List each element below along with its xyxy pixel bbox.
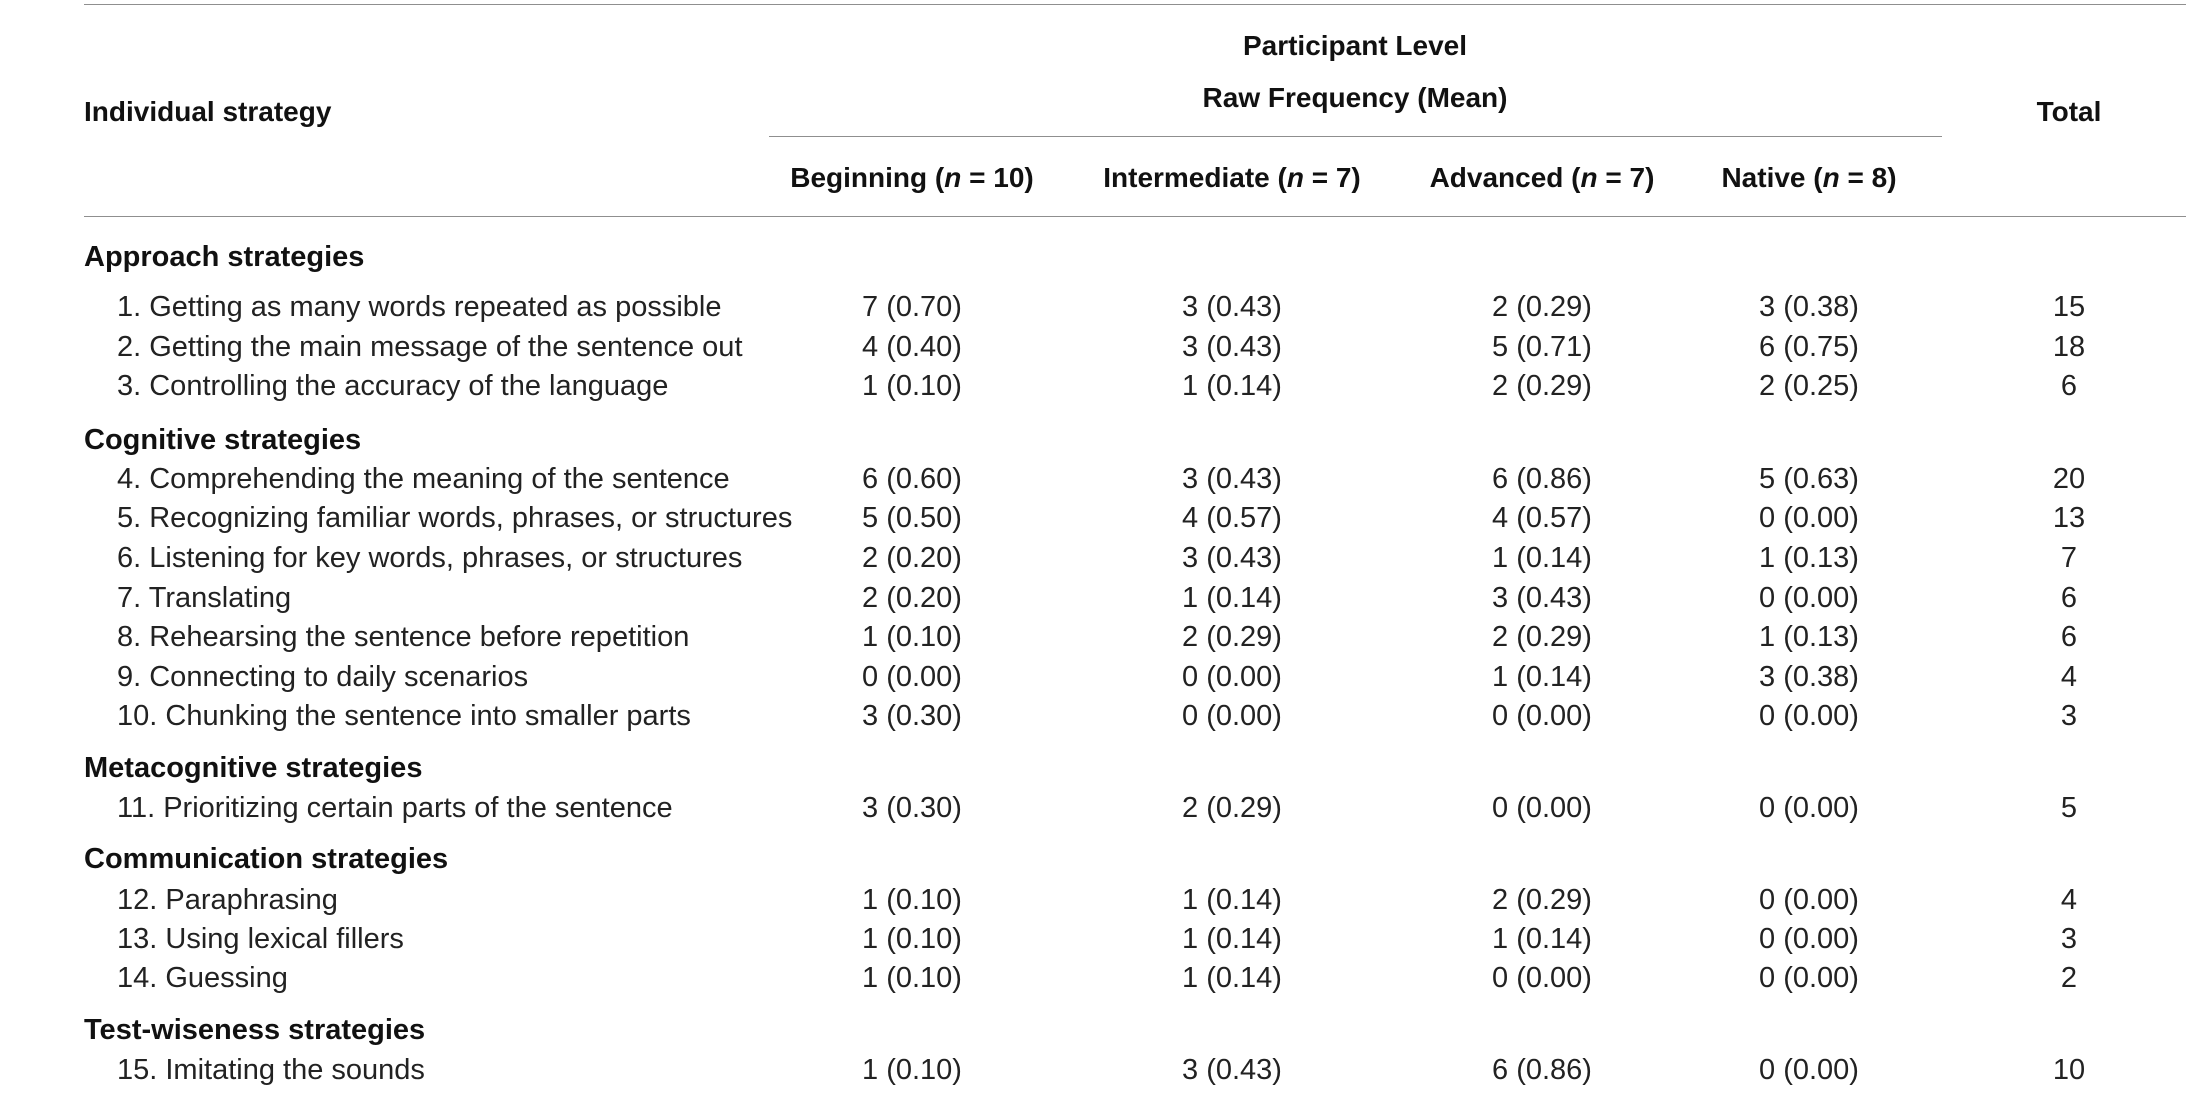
- cell-advanced: 2 (0.29): [1492, 291, 1592, 323]
- cell-native: 0 (0.00): [1759, 700, 1859, 732]
- cell-intermediate: 1 (0.14): [1182, 962, 1282, 994]
- section-title: Test-wiseness strategies: [84, 1014, 426, 1046]
- cell-total: 10: [2052, 1054, 2086, 1086]
- cell-total: 7: [2060, 542, 2078, 574]
- cell-intermediate: 3 (0.43): [1182, 1054, 1282, 1086]
- cell-beginning: 3 (0.30): [862, 700, 962, 732]
- cell-native: 0 (0.00): [1759, 1054, 1859, 1086]
- cell-advanced: 2 (0.29): [1492, 370, 1592, 402]
- header-bottom-rule: [84, 216, 2186, 217]
- cell-advanced: 6 (0.86): [1492, 463, 1592, 495]
- cell-beginning: 2 (0.20): [862, 542, 962, 574]
- column-header-individual-strategy: Individual strategy: [84, 96, 332, 127]
- cell-beginning: 4 (0.40): [862, 331, 962, 363]
- cell-native: 0 (0.00): [1759, 582, 1859, 614]
- cell-beginning: 2 (0.20): [862, 582, 962, 614]
- cell-advanced: 0 (0.00): [1492, 962, 1592, 994]
- column-header-total: Total: [2036, 96, 2102, 127]
- cell-total: 6: [2060, 621, 2078, 653]
- cell-beginning: 3 (0.30): [862, 792, 962, 824]
- section-title: Communication strategies: [84, 843, 449, 875]
- row-label: 3. Controlling the accuracy of the language: [117, 370, 669, 402]
- section-title: Cognitive strategies: [84, 424, 362, 456]
- row-label: 9. Connecting to daily scenarios: [117, 661, 529, 693]
- cell-intermediate: 0 (0.00): [1182, 661, 1282, 693]
- cell-total: 20: [2052, 463, 2086, 495]
- cell-beginning: 1 (0.10): [862, 1054, 962, 1086]
- cell-intermediate: 3 (0.43): [1182, 542, 1282, 574]
- cell-total: 4: [2060, 661, 2078, 693]
- cell-advanced: 1 (0.14): [1492, 542, 1592, 574]
- cell-total: 15: [2052, 291, 2086, 323]
- cell-intermediate: 3 (0.43): [1182, 291, 1282, 323]
- column-header-native: Native (n = 8): [1721, 162, 1897, 193]
- column-header-advanced: Advanced (n = 7): [1429, 162, 1655, 193]
- cell-native: 3 (0.38): [1759, 291, 1859, 323]
- row-label: 6. Listening for key words, phrases, or structures: [117, 542, 743, 574]
- row-label: 15. Imitating the sounds: [117, 1054, 425, 1086]
- cell-native: 6 (0.75): [1759, 331, 1859, 363]
- cell-beginning: 1 (0.10): [862, 923, 962, 955]
- cell-advanced: 2 (0.29): [1492, 884, 1592, 916]
- column-group-title: Participant Level: [1242, 30, 1468, 61]
- cell-intermediate: 2 (0.29): [1182, 621, 1282, 653]
- cell-beginning: 1 (0.10): [862, 962, 962, 994]
- cell-native: 2 (0.25): [1759, 370, 1859, 402]
- cell-advanced: 1 (0.14): [1492, 923, 1592, 955]
- cell-native: 1 (0.13): [1759, 542, 1859, 574]
- cell-beginning: 5 (0.50): [862, 502, 962, 534]
- cell-intermediate: 4 (0.57): [1182, 502, 1282, 534]
- participant-level-rule: [769, 136, 1942, 137]
- row-label: 5. Recognizing familiar words, phrases, or structures: [117, 502, 793, 534]
- cell-native: 0 (0.00): [1759, 792, 1859, 824]
- cell-advanced: 6 (0.86): [1492, 1054, 1592, 1086]
- cell-beginning: 1 (0.10): [862, 621, 962, 653]
- cell-native: 0 (0.00): [1759, 884, 1859, 916]
- row-label: 13. Using lexical fillers: [117, 923, 404, 955]
- cell-intermediate: 0 (0.00): [1182, 700, 1282, 732]
- cell-advanced: 1 (0.14): [1492, 661, 1592, 693]
- cell-intermediate: 1 (0.14): [1182, 884, 1282, 916]
- cell-intermediate: 1 (0.14): [1182, 582, 1282, 614]
- cell-total: 18: [2052, 331, 2086, 363]
- cell-native: 0 (0.00): [1759, 962, 1859, 994]
- cell-advanced: 5 (0.71): [1492, 331, 1592, 363]
- cell-advanced: 4 (0.57): [1492, 502, 1592, 534]
- cell-total: 5: [2060, 792, 2078, 824]
- cell-intermediate: 1 (0.14): [1182, 370, 1282, 402]
- row-label: 10. Chunking the sentence into smaller parts: [117, 700, 691, 732]
- row-label: 11. Prioritizing certain parts of the sentence: [117, 792, 673, 824]
- cell-beginning: 0 (0.00): [862, 661, 962, 693]
- row-label: 1. Getting as many words repeated as possible: [117, 291, 722, 323]
- cell-beginning: 1 (0.10): [862, 370, 962, 402]
- cell-advanced: 0 (0.00): [1492, 700, 1592, 732]
- cell-native: 3 (0.38): [1759, 661, 1859, 693]
- section-title: Approach strategies: [84, 241, 365, 273]
- row-label: 14. Guessing: [117, 962, 288, 994]
- cell-beginning: 7 (0.70): [862, 291, 962, 323]
- cell-intermediate: 1 (0.14): [1182, 923, 1282, 955]
- cell-native: 0 (0.00): [1759, 502, 1859, 534]
- row-label: 7. Translating: [117, 582, 292, 614]
- column-header-beginning: Beginning (n = 10): [790, 162, 1034, 193]
- table-top-rule: [84, 4, 2186, 5]
- cell-total: 6: [2060, 582, 2078, 614]
- cell-advanced: 2 (0.29): [1492, 621, 1592, 653]
- cell-beginning: 1 (0.10): [862, 884, 962, 916]
- row-label: 4. Comprehending the meaning of the sentence: [117, 463, 730, 495]
- column-group-subtitle: Raw Frequency (Mean): [1202, 82, 1508, 113]
- cell-total: 3: [2060, 923, 2078, 955]
- cell-total: 2: [2060, 962, 2078, 994]
- cell-advanced: 0 (0.00): [1492, 792, 1592, 824]
- cell-native: 0 (0.00): [1759, 923, 1859, 955]
- cell-total: 3: [2060, 700, 2078, 732]
- cell-total: 6: [2060, 370, 2078, 402]
- row-label: 12. Paraphrasing: [117, 884, 338, 916]
- row-label: 2. Getting the main message of the sentence out: [117, 331, 743, 363]
- cell-intermediate: 2 (0.29): [1182, 792, 1282, 824]
- cell-total: 4: [2060, 884, 2078, 916]
- row-label: 8. Rehearsing the sentence before repetition: [117, 621, 690, 653]
- cell-total: 13: [2052, 502, 2086, 534]
- cell-beginning: 6 (0.60): [862, 463, 962, 495]
- cell-intermediate: 3 (0.43): [1182, 463, 1282, 495]
- cell-advanced: 3 (0.43): [1492, 582, 1592, 614]
- column-header-intermediate: Intermediate (n = 7): [1103, 162, 1361, 193]
- cell-native: 1 (0.13): [1759, 621, 1859, 653]
- section-title: Metacognitive strategies: [84, 752, 423, 784]
- cell-intermediate: 3 (0.43): [1182, 331, 1282, 363]
- cell-native: 5 (0.63): [1759, 463, 1859, 495]
